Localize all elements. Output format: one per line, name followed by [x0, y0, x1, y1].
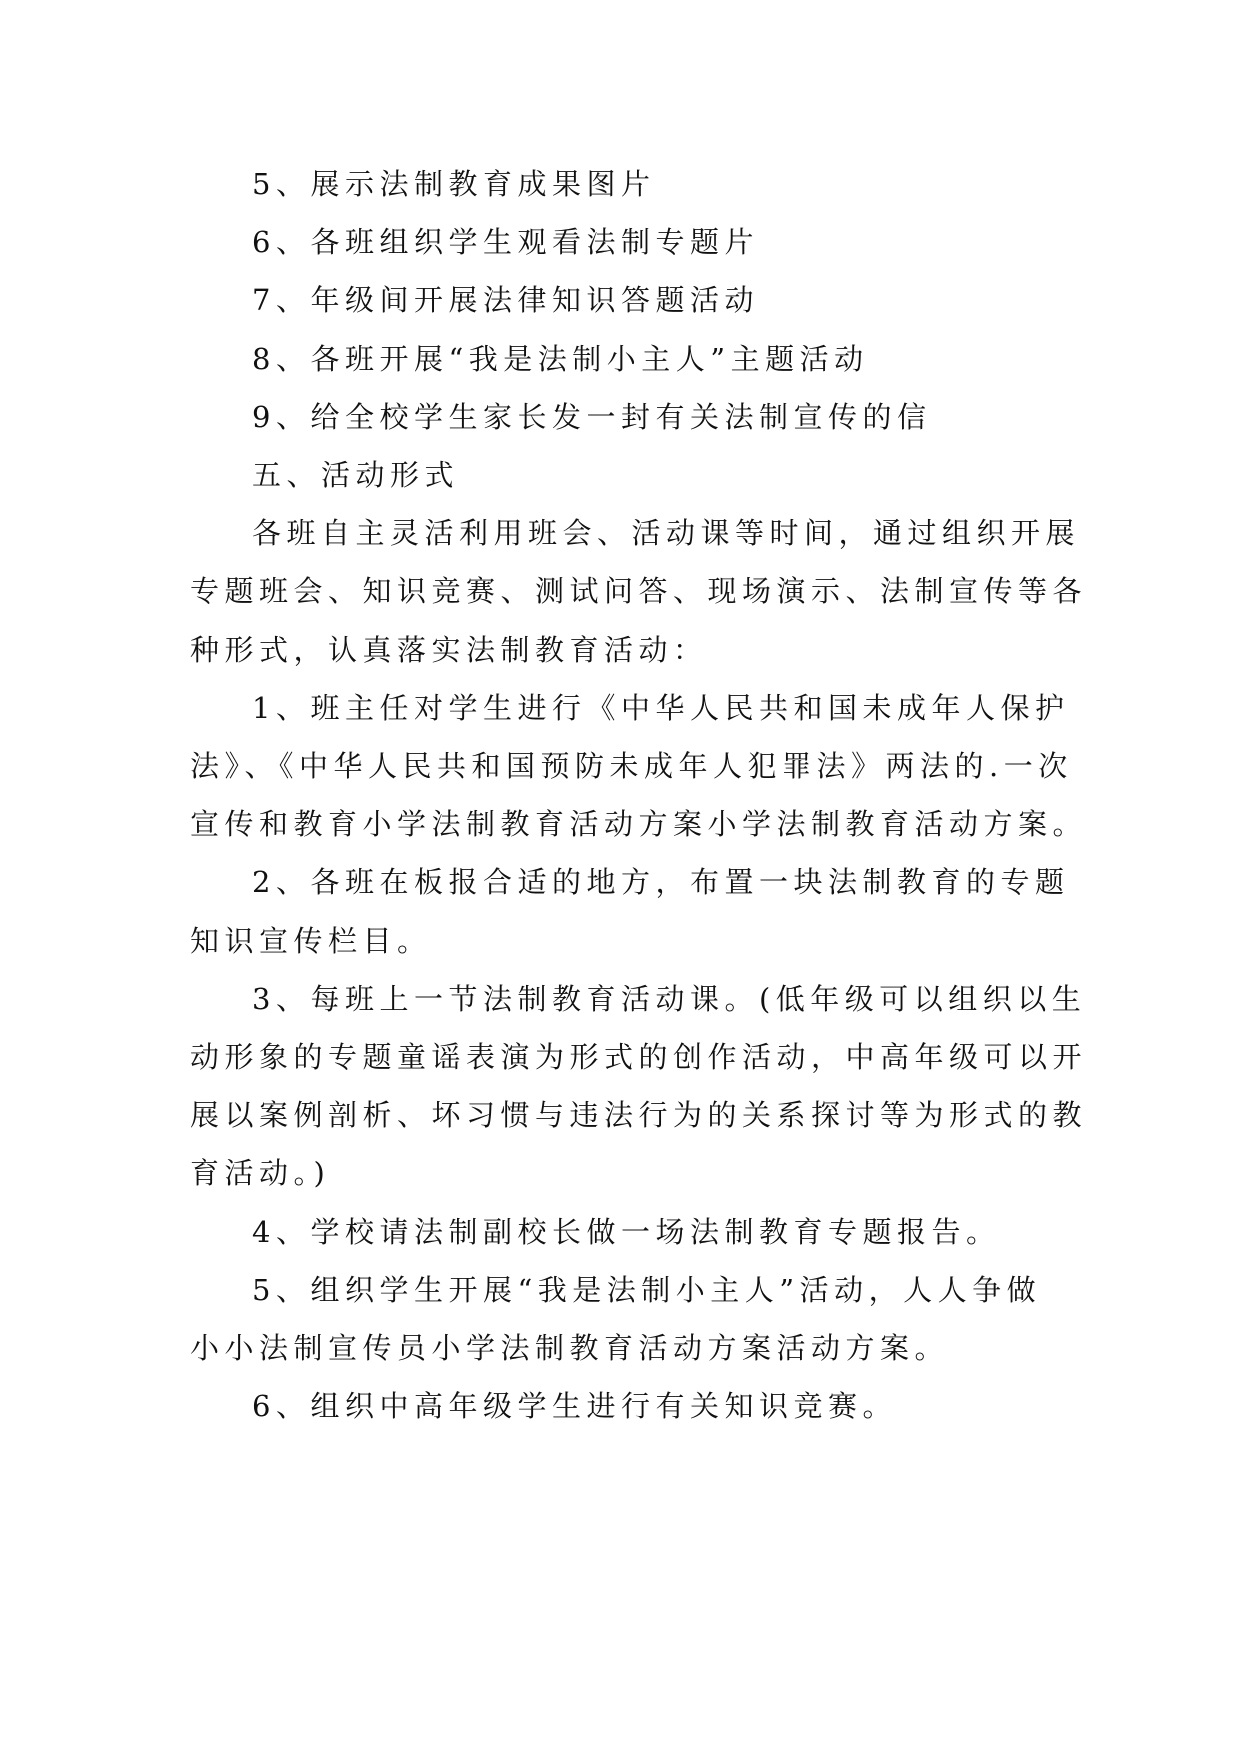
- list-item: 5、展示法制教育成果图片: [252, 167, 656, 201]
- paragraph-line: 各班自主灵活利用班会、活动课等时间，通过组织开展: [252, 516, 1081, 551]
- document-body: [190, 155, 1088, 1435]
- paragraph-line: 动形象的专题童谣表演为形式的创作活动，中高年级可以开: [190, 1040, 1088, 1075]
- paragraph-line: 展以案例剖析、坏习惯与违法行为的关系探讨等为形式的教: [190, 1098, 1088, 1133]
- paragraph-line: 4、学校请法制副校长做一场法制教育专题报告。: [252, 1214, 1001, 1249]
- paragraph-line: 育活动。): [190, 1156, 331, 1191]
- paragraph-line: 法》、《中华人民共和国预防未成年人犯罪法》两法的.一次: [190, 749, 1073, 784]
- paragraph-line: 宣传和教育小学法制教育活动方案小学法制教育活动方案。: [190, 807, 1088, 842]
- list-item: 8、各班开展“我是法制小主人”主题活动: [252, 341, 869, 376]
- list-item: 6、各班组织学生观看法制专题片: [252, 225, 759, 260]
- paragraph-line: 2、各班在板报合适的地方，布置一块法制教育的专题: [252, 865, 1070, 900]
- list-item: 9、给全校学生家长发一封有关法制宣传的信: [252, 399, 932, 434]
- section-heading: 五、活动形式: [252, 458, 460, 493]
- paragraph-line: 1、班主任对学生进行《中华人民共和国未成年人保护: [252, 690, 1070, 725]
- paragraph-line: 小小法制宣传员小学法制教育活动方案活动方案。: [190, 1331, 950, 1366]
- paragraph-line: 专题班会、知识竞赛、测试问答、现场演示、法制宣传等各: [190, 574, 1088, 609]
- paragraph-line: 知识宣传栏目。: [190, 923, 432, 958]
- paragraph-line: 种形式，认真落实法制教育活动：: [190, 632, 708, 667]
- paragraph-line: 6、组织中高年级学生进行有关知识竞赛。: [252, 1389, 897, 1424]
- paragraph-line: 3、每班上一节法制教育活动课。(低年级可以组织以生: [252, 981, 1087, 1016]
- paragraph-line: 5、组织学生开展“我是法制小主人”活动，人人争做: [252, 1272, 1042, 1307]
- list-item: 7、年级间开展法律知识答题活动: [252, 283, 759, 318]
